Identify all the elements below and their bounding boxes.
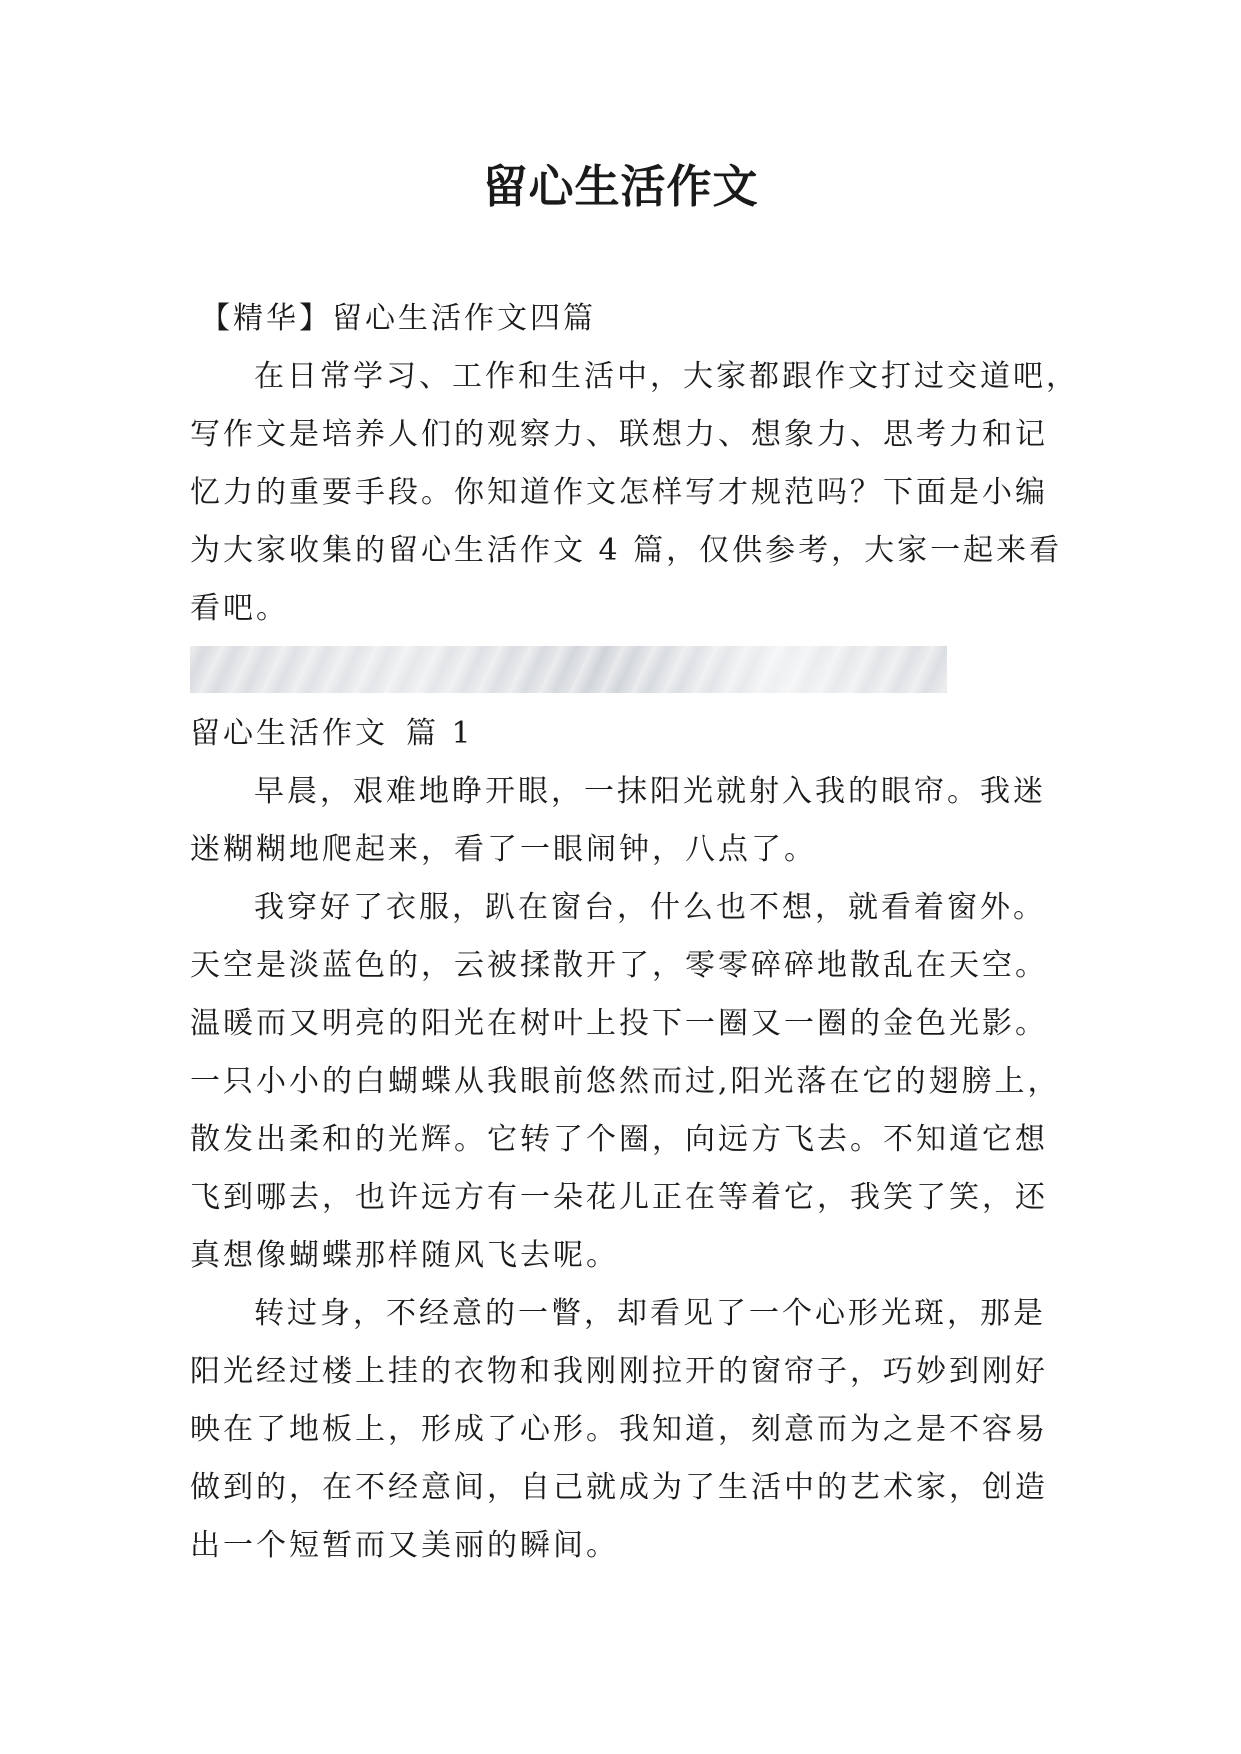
- text-line: 温暖而又明亮的阳光在树叶上投下一圈又一圈的金色光影。: [190, 1006, 1048, 1041]
- document-subtitle: 【精华】留心生活作文四篇: [200, 301, 596, 336]
- section-heading: [190, 705, 1070, 763]
- text-line: 忆力的重要手段。你知道作文怎样写才规范吗？下面是小编: [190, 475, 1048, 510]
- text-line: 在日常学习、工作和生活中，大家都跟作文打过交道吧，: [254, 359, 1079, 394]
- document-body: [190, 290, 1079, 1575]
- text-line: 出一个短暂而又美丽的瞬间。: [190, 1528, 619, 1563]
- text-line: 为大家收集的留心生活作文 4 篇，仅供参考，大家一起来看: [190, 533, 1063, 568]
- intro-paragraph: [190, 348, 1079, 638]
- text-line: 迷糊糊地爬起来，看了一眼闹钟，八点了。: [190, 832, 817, 867]
- section-number: 篇 1: [406, 716, 474, 751]
- text-line: 看吧。: [190, 591, 289, 626]
- document-title: 留心生活作文: [482, 160, 759, 213]
- paragraph: [190, 879, 1070, 1285]
- text-line: 早晨，艰难地睁开眼，一抹阳光就射入我的眼帘。我迷: [254, 774, 1046, 809]
- text-line: 一只小小的白蝴蝶从我眼前悠然而过,阳光落在它的翅膀上，: [190, 1064, 1061, 1099]
- text-line: 飞到哪去，也许远方有一朵花儿正在等着它，我笑了笑，还: [190, 1180, 1048, 1215]
- paragraph: [190, 763, 1070, 879]
- text-line: 做到的，在不经意间，自己就成为了生活中的艺术家，创造: [190, 1470, 1048, 1505]
- section-heading-text: 留心生活作文: [190, 716, 388, 751]
- decorative-banner-image: [190, 646, 947, 693]
- text-line: 阳光经过楼上挂的衣物和我刚刚拉开的窗帘子，巧妙到刚好: [190, 1354, 1048, 1389]
- text-line: 散发出柔和的光辉。它转了个圈，向远方飞去。不知道它想: [190, 1122, 1048, 1157]
- paragraph: [190, 1285, 1070, 1575]
- text-line: 写作文是培养人们的观察力、联想力、想象力、思考力和记: [190, 417, 1048, 452]
- text-line: 天空是淡蓝色的，云被揉散开了，零零碎碎地散乱在天空。: [190, 948, 1048, 983]
- text-line: 我穿好了衣服，趴在窗台，什么也不想，就看着窗外。: [254, 890, 1046, 925]
- text-line: 真想像蝴蝶那样随风飞去呢。: [190, 1238, 619, 1273]
- text-line: 映在了地板上，形成了心形。我知道，刻意而为之是不容易: [190, 1412, 1048, 1447]
- text-line: 转过身，不经意的一瞥，却看见了一个心形光斑，那是: [254, 1296, 1046, 1331]
